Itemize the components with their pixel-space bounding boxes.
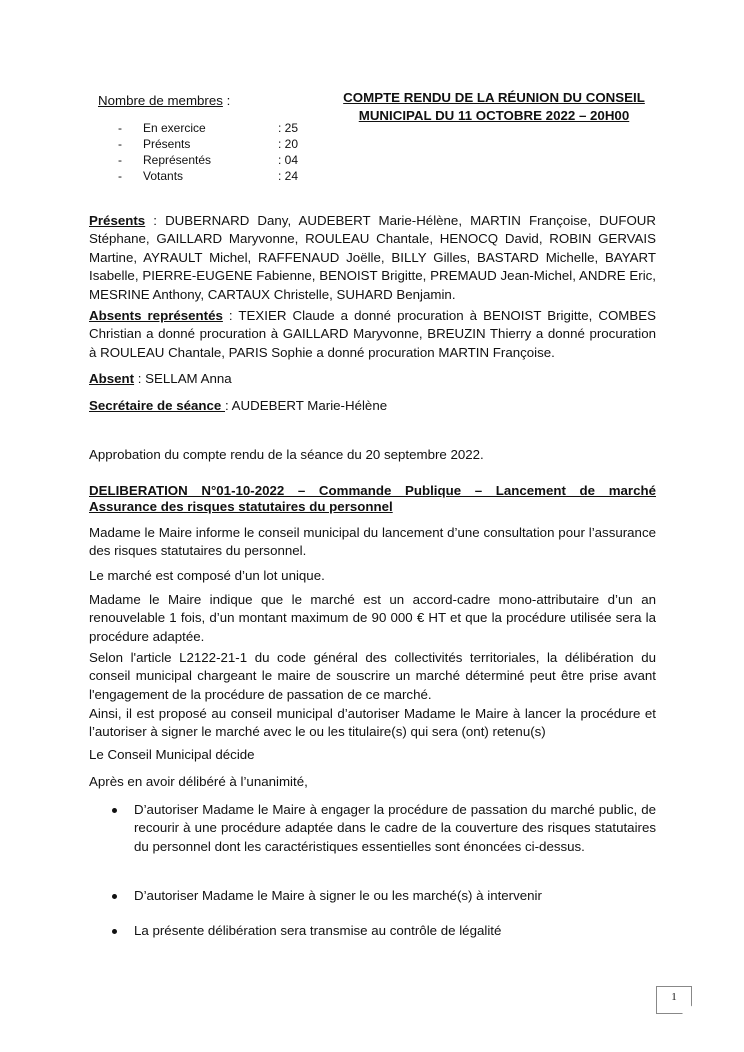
decision-bullet-text: La présente délibération sera transmise au contrôle de légalité (134, 923, 502, 938)
presents-paragraph (89, 212, 656, 304)
stat-label: Présents (143, 137, 191, 151)
stat-dash: - (118, 137, 122, 151)
deliberation-paragraph-4: Selon l'article L2122-21-1 du code général des collectivités territoriales, la délibération du conseil municipal chargeant le maire de souscrire un marché déterminé peut être prise avant l'engagement de la procédure de passation de ce marché. (89, 650, 656, 702)
absents-representes-list: : TEXIER Claude a donné procuration à BENOIST Brigitte, COMBES Christian a donné procuration à GAILLARD Maryvonne, BREUZIN Thierry a donné procuration à ROULEAU Chantale, PARIS Sophie a donné procuration MARTIN Françoise. (89, 308, 656, 360)
bullet-dot-icon (112, 894, 117, 899)
absent-label: Absent (89, 371, 135, 386)
members-colon: : (222, 93, 231, 108)
deliberation-paragraph-6: Le Conseil Municipal décide (89, 747, 255, 762)
decision-bullet-2 (110, 887, 656, 905)
deliberation-paragraph-7: Après en avoir délibéré à l’unanimité, (89, 774, 308, 789)
stat-dash: - (118, 153, 122, 167)
deliberation-paragraph-5: Ainsi, il est proposé au conseil municipal d’autoriser Madame le Maire à lancer la procédure et l’autoriser à signer le marché avec le ou les titulaire(s) qui sera (ont) retenu(s) (89, 706, 656, 740)
deliberation-paragraph-2: Le marché est composé d’un lot unique. (89, 568, 325, 583)
deliberation-title-line-1: DELIBERATION N°01-10-2022 – Commande Publique – Lancement de marché (89, 483, 656, 498)
document-title-line-1: COMPTE RENDU DE LA RÉUNION DU CONSEIL (343, 90, 645, 105)
bullet-dot-icon (112, 808, 117, 813)
deliberation-title-line-2: Assurance des risques statutaires du personnel (89, 499, 393, 514)
absent-name: : SELLAM Anna (134, 371, 232, 386)
stat-dash: - (118, 169, 122, 183)
secretaire-label: Secrétaire de séance (89, 398, 226, 413)
document-title (322, 89, 666, 125)
stat-value: : 04 (278, 153, 299, 167)
absents-representes-paragraph (89, 307, 656, 362)
decision-bullet-3 (110, 922, 656, 940)
deliberation-paragraph-1: Madame le Maire informe le conseil municipal du lancement d’une consultation pour l’assurance des risques statutaires du personnel. (89, 525, 656, 559)
members-title: Nombre de membres (98, 93, 223, 108)
members-heading (98, 93, 230, 108)
secretaire-name: : AUDEBERT Marie-Hélène (225, 398, 388, 413)
presents-label: Présents (89, 213, 146, 228)
presents-list: : DUBERNARD Dany, AUDEBERT Marie-Hélène, MARTIN Françoise, DUFOUR Stéphane, GAILLARD Maryvonne, ROULEAU Chantale, HENOCQ David, ROBIN GERVAIS Martine, AYRAULT Michel, RAFFENAUD Joëlle, BILLY Gilles, BASTARD Michelle, BAYART Isabelle, PIERRE-EUGENE Fabienne, BENOIST Brigitte, PREMAUD Jean-Michel, ANDRE Eric, MESRINE Anthony, CARTAUX Christelle, SUHARD Benjamin. (89, 213, 656, 302)
stat-label: Représentés (143, 153, 212, 167)
stat-value: : 25 (278, 121, 299, 135)
stat-label: En exercice (143, 121, 206, 135)
page-number: 1 (671, 991, 677, 1003)
stat-value: : 24 (278, 169, 299, 183)
approbation-paragraph: Approbation du compte rendu de la séance du 20 septembre 2022. (89, 447, 484, 462)
stat-label: Votants (143, 169, 184, 183)
deliberation-paragraph-3: Madame le Maire indique que le marché est un accord-cadre mono-attributaire d’un an renouvelable 1 fois, d’un montant maximum de 90 000 € HT et que la procédure utilisée sera la procédure adaptée. (89, 592, 656, 644)
decision-bullet-text: D’autoriser Madame le Maire à engager la procédure de passation du marché public, de recourir à une procédure adaptée dans le cadre de la couverture des risques statutaires du personnel dont les caractéristiques essentielles sont énoncées ci-dessus. (134, 802, 656, 854)
absents-representes-label: Absents représentés (89, 308, 223, 323)
document-title-line-2: MUNICIPAL DU 11 OCTOBRE 2022 – 20H00 (358, 108, 630, 123)
absent-paragraph (89, 370, 656, 388)
decision-bullet-text: D’autoriser Madame le Maire à signer le ou les marché(s) à intervenir (134, 888, 542, 903)
decision-bullet-1 (110, 801, 656, 856)
bullet-dot-icon (112, 929, 117, 934)
secretaire-paragraph (89, 397, 656, 415)
stat-value: : 20 (278, 137, 299, 151)
stat-dash: - (118, 121, 122, 135)
